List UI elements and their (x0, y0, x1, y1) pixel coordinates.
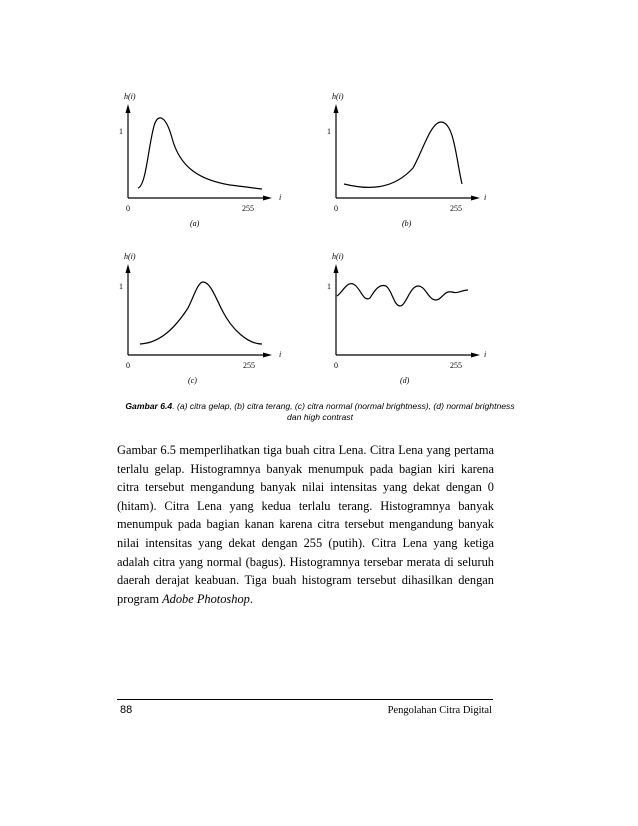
x-axis-label: i (484, 193, 487, 202)
histogram-plot-b (318, 88, 548, 238)
histogram-plot-c (110, 248, 340, 398)
x-origin-label: 0 (126, 361, 130, 370)
paragraph-end: . (249, 591, 253, 606)
caption-label: Gambar 6.4 (125, 401, 173, 411)
y-axis-label: h(i) (332, 92, 344, 101)
x-max-label: 255 (450, 361, 462, 370)
panel-sub-label: (a) (190, 219, 200, 228)
x-max-label: 255 (242, 204, 254, 213)
histogram-plot-a (110, 88, 340, 238)
x-axis-label: i (279, 350, 282, 359)
y-axis-label: h(i) (124, 92, 136, 101)
histogram-panel-c (110, 248, 340, 398)
x-axis-label: i (279, 193, 282, 202)
histogram-plot-d (318, 248, 548, 398)
body-paragraph (117, 441, 494, 608)
panel-sub-label: (d) (400, 376, 410, 385)
histogram-panel-a (110, 88, 340, 238)
y-axis-label: h(i) (124, 252, 136, 261)
histogram-curve-b (344, 122, 462, 187)
caption-text: . (a) citra gelap, (b) citra terang, (c) citra normal (normal brightness), (d) normal brightness dan high contrast (172, 401, 515, 422)
figure-caption (120, 401, 520, 423)
x-max-label: 255 (450, 204, 462, 213)
footer-divider (117, 699, 493, 700)
x-origin-label: 0 (334, 204, 338, 213)
paragraph-text: Gambar 6.5 memperlihatkan tiga buah citra Lena. Citra Lena yang pertama terlalu gelap. Histogramnya banyak menumpuk pada bagian kiri karena citra tersebut mengandung banyak nilai intensitas yang dekat dengan 0 (hitam). Citra Lena yang kedua terlalu terang. Histogramnya banyak menumpuk pada bagian kanan karena citra tersebut mengandung banyak nilai intensitas yang dekat dengan 255 (putih). Citra Lena yang ketiga adalah citra yang normal (bagus). Histogramnya tersebar merata di seluruh daerah derajat keabuan. Tiga buah histogram tersebut dihasilkan dengan program (117, 443, 494, 606)
y-tick-label: 1 (119, 282, 123, 291)
x-max-label: 255 (243, 361, 255, 370)
x-axis-label: i (484, 350, 487, 359)
histogram-curve-c (140, 282, 262, 344)
x-origin-label: 0 (334, 361, 338, 370)
histogram-curve-d (337, 284, 468, 306)
y-tick-label: 1 (327, 127, 331, 136)
paragraph-emphasis: Adobe Photoshop (162, 591, 250, 606)
x-origin-label: 0 (126, 204, 130, 213)
y-axis-label: h(i) (332, 252, 344, 261)
y-tick-label: 1 (119, 127, 123, 136)
histogram-panel-b (318, 88, 548, 238)
panel-sub-label: (b) (402, 219, 412, 228)
histogram-panel-d (318, 248, 548, 398)
page-number: 88 (120, 704, 133, 716)
panel-sub-label: (c) (188, 376, 197, 385)
running-title: Pengolahan Citra Digital (387, 705, 492, 716)
y-tick-label: 1 (327, 282, 331, 291)
histogram-curve-a (138, 118, 262, 189)
